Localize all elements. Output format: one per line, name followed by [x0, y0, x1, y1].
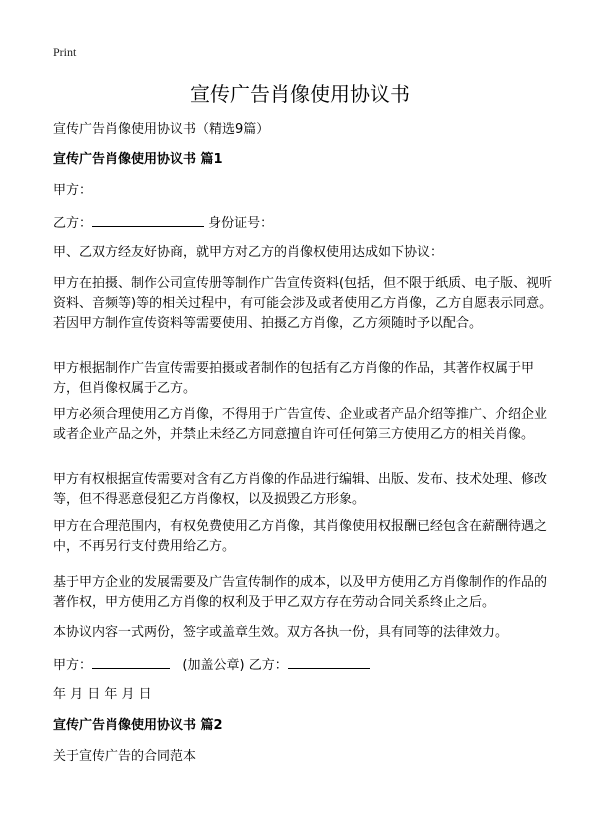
document-subtitle: 宣传广告肖像使用协议书（精选9篇）: [53, 122, 270, 137]
section2-heading: 宣传广告肖像使用协议书 篇2: [53, 718, 223, 733]
party-a-line: 甲方：: [53, 183, 93, 198]
paragraph-2: 甲方在拍摄、制作公司宣传册等制作广告宣传资料(包括，但不限于纸质、电子版、视听资料、音频等)等的相关过程中，有可能会涉及或者使用乙方肖像，乙方自愿表示同意。若因甲方制作宣传资料等需要使用、拍摄乙方肖像，乙方须随时予以配合。: [53, 276, 553, 331]
print-link[interactable]: Print: [53, 45, 77, 59]
paragraph-4: 甲方必须合理使用乙方肖像，不得用于广告宣传、企业或者产品介绍等推广、介绍企业或者企业产品之外，并禁止未经乙方同意擅自许可任何第三方使用乙方的相关肖像。: [53, 407, 548, 442]
section1-heading: 宣传广告肖像使用协议书 篇1: [53, 152, 223, 167]
paragraph-7: 基于甲方企业的发展需要及广告宣传制作的成本，以及甲方使用乙方肖像制作的作品的著作权，甲方使用乙方肖像的权利及于甲乙双方存在劳动合同关系终止之后。: [53, 575, 548, 610]
paragraph-8: 本协议内容一式两份，签字或盖章生效。双方各执一份，具有同等的法律效力。: [53, 625, 509, 640]
paragraph-5: 甲方有权根据宣传需要对含有乙方肖像的作品进行编辑、出版、发布、技术处理、修改等，但不得恶意侵犯乙方肖像权，以及损毁乙方形象。: [53, 472, 548, 507]
paragraph-6: 甲方在合理范围内，有权免费使用乙方肖像，其肖像使用权报酬已经包含在薪酬待遇之中，不再另行支付费用给乙方。: [53, 519, 548, 554]
party-b-blank: [92, 212, 204, 227]
sign-party-b-label: 乙方：: [248, 658, 288, 673]
section2-intro: 关于宣传广告的合同范本: [53, 749, 197, 764]
sign-party-b-blank: [288, 654, 370, 669]
paragraph-3: 甲方根据制作广告宣传需要拍摄或者制作的包括有乙方肖像的作品，其著作权属于甲方，但肖像权属于乙方。: [53, 361, 535, 396]
date-line: 年 月 日 年 月 日: [53, 687, 152, 702]
sign-party-a-blank: [92, 654, 170, 669]
page-title: 宣传广告肖像使用协议书: [190, 82, 410, 106]
seal-note: (加盖公章): [182, 658, 245, 673]
party-b-line: [53, 212, 553, 234]
id-number-label: 身份证号：: [208, 216, 274, 231]
sign-party-a-label: 甲方：: [53, 658, 93, 673]
signature-line: [53, 654, 553, 676]
party-b-label: 乙方：: [53, 216, 93, 231]
paragraph-1: 甲、乙双方经友好协商，就甲方对乙方的肖像权使用达成如下协议：: [53, 245, 444, 260]
